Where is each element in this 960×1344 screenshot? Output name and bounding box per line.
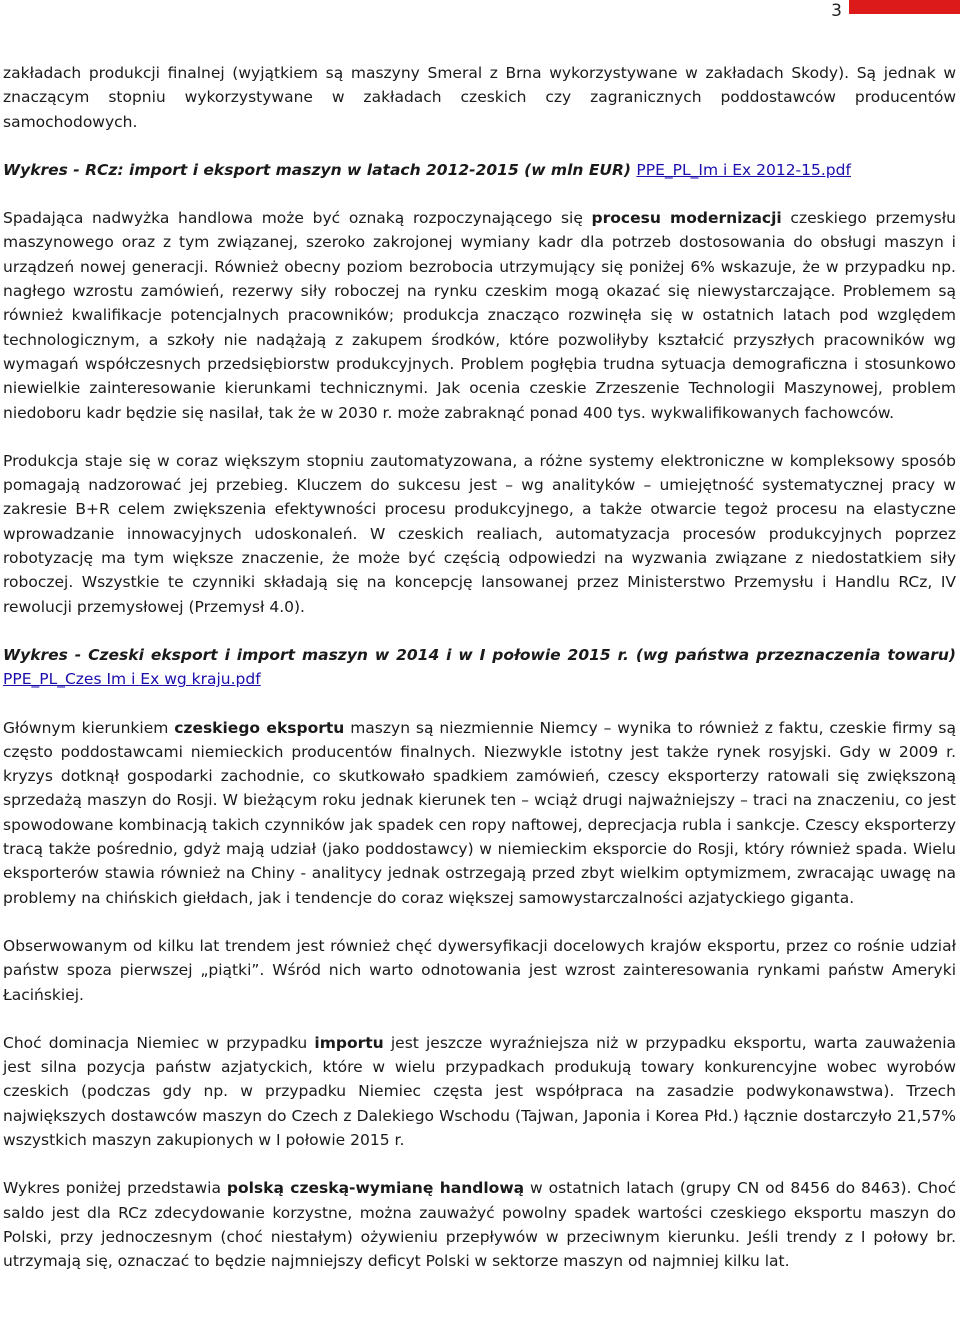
emphasis-poland-trade: polską czeską-wymianę handlową: [226, 1179, 525, 1198]
pdf-link-by-country[interactable]: PPE_PL_Czes Im i Ex wg kraju.pdf: [3, 670, 261, 689]
chart-caption-import-export: [3, 158, 956, 182]
paragraph-automation: [3, 449, 956, 619]
chart-title-by-country: Wykres - Czeski eksport i import maszyn w 2014 i w I połowie 2015 r. (wg państwa przeznaczenia towaru): [3, 645, 956, 664]
paragraph-modernization-text-1: Spadająca nadwyżka handlowa może być oznaką rozpoczynającego się: [3, 209, 592, 228]
paragraph-modernization: [3, 206, 956, 425]
paragraph-import-text-1: Choć dominacja Niemiec w przypadku: [3, 1033, 315, 1052]
paragraph-poland-trade: [3, 1176, 956, 1273]
paragraph-export-text-1: Głównym kierunkiem: [3, 718, 175, 737]
paragraph-modernization-text-2: czeskiego przemysłu maszynowego oraz z tym związanej, szeroko zakrojonej wymiany kadr dla potrzeb dostosowania do obsługi maszyn i urządzeń nowej generacji. Również obecny poziom bezrobocia utrzymujący się poniżej 6% wskazuje, że w przypadku np. nagłego wzrostu zamówień, rezerwy siły roboczej na rynku czeskim mogą okazać się niewystarczające. Problemem są również kwalifikacje potencjalnych pracowników; produkcja znacząco rozwinęła się w ostatnich latach pod względem technologicznym, a szkoły nie nadążają z zakupem środków, które pozwoliłyby kształcić przyszłych pracowników wg wymagań współczesnych przedsiębiorstw produkcyjnych. Problem pogłębia trudna sytuacja demograficzna i stosunkowo niewielkie zainteresowanie kierunkami technicznymi. Jak ocenia czeskie Zrzeszenie Technologii Maszynowej, problem niedoboru kadr będzie się nasilał, tak że w 2030 r. może zabraknąć ponad 400 tys. wykwalifikowanych fachowców.: [3, 209, 956, 422]
chart-title-import-export: Wykres - RCz: import i eksport maszyn w latach 2012-2015 (w mln EUR): [3, 160, 637, 179]
paragraph-intro: [3, 61, 956, 134]
paragraph-diversification-text: Obserwowanym od kilku lat trendem jest również chęć dywersyfikacji docelowych krajów eksportu, przez co rośnie udział państw spoza pierwszej „piątki”. Wśród nich warto odnotowania jest wzrost zainteresowania rynkami państw Ameryki Łacińskiej.: [3, 936, 956, 1004]
paragraph-poland-trade-text-2: w ostatnich latach (grupy CN od 8456 do 8463). Choć saldo jest dla RCz zdecydowanie korzystne, można zauważyć powolny spadek wartości czeskiego eksportu maszyn do Polski, przy jednoczesnym (choć niestałym) ożywieniu przepływów w przeciwnym kierunku. Jeśli trendy z I połowy br. utrzymają się, oznaczać to będzie najmniejszy deficyt Polski w sektorze maszyn od najmniej kilku lat.: [3, 1179, 956, 1271]
paragraph-export: [3, 716, 956, 910]
document-body: [3, 61, 956, 1297]
paragraph-diversification: [3, 934, 956, 1007]
pdf-link-import-export[interactable]: PPE_PL_Im i Ex 2012-15.pdf: [636, 160, 851, 179]
chart-caption-by-country: [3, 643, 956, 692]
header-accent-bar: [849, 0, 960, 14]
paragraph-import-text-2: jest jeszcze wyraźniejsza niż w przypadku eksportu, warta zauważenia jest silna pozycja państw azjatyckich, które w wielu przypadkach produkują towary konkurencyjne wobec wyrobów czeskich (podczas gdy np. w przypadku Niemiec częsta jest współpraca na zasadzie podwykonawstwa). Trzech największych dostawców maszyn do Czech z Dalekiego Wschodu (Tajwan, Japonia i Korea Płd.) łącznie dostarczyło 21,57% wszystkich maszyn zakupionych w I połowie 2015 r.: [3, 1033, 956, 1149]
paragraph-poland-trade-text-1: Wykres poniżej przedstawia: [3, 1179, 227, 1198]
paragraph-intro-text: zakładach produkcji finalnej (wyjątkiem są maszyny Smeral z Brna wykorzystywane w zakładach Skody). Są jednak w znaczącym stopniu wykorzystywane w zakładach czeskich czy zagranicznych poddostawców producentów samochodowych.: [3, 64, 956, 131]
emphasis-modernization: procesu modernizacji: [591, 209, 782, 228]
paragraph-export-text-2: maszyn są niezmiennie Niemcy – wynika to również z faktu, czeskie firmy są często poddostawcami niemieckich producentów finalnych. Niezwykle istotny jest także rynek rosyjski. Gdy w 2009 r. kryzys dotknął gospodarki zachodnie, co skutkowało spadkiem zamówień, czescy eksporterzy ratowali się zwiększoną sprzedażą maszyn do Rosji. W bieżącym roku jednak kierunek ten – wciąż drugi najważniejszy – traci na znaczeniu, co jest spowodowane kombinacją takich czynników jak spadek cen ropy naftowej, deprecjacja rubla i sankcje. Czescy eksporterzy tracą także pośrednio, gdyż mają udział (jako poddostawcy) w niemieckim eksporcie do Rosji, który również spada. Wielu eksporterów stawia również na Chiny - analitycy jednak ostrzegają przed zbyt wielkim optymizmem, zwracając uwagę na problemy na chińskich giełdach, jak i tendencje do coraz większej samowystarczalności azjatyckiego giganta.: [3, 718, 956, 907]
paragraph-import: [3, 1031, 956, 1152]
emphasis-import: importu: [314, 1033, 384, 1052]
page-number: 3: [831, 1, 842, 21]
emphasis-czech-export: czeskiego eksportu: [174, 718, 345, 737]
paragraph-automation-text: Produkcja staje się w coraz większym stopniu zautomatyzowana, a różne systemy elektroniczne w kompleksowy sposób pomagają nadzorować jej przebieg. Kluczem do sukcesu jest – wg analityków – umiejętność systematycznej pracy w zakresie B+R celem zwiększenia efektywności procesu produkcyjnego, a także otwarcie tegoż procesu na elastyczne wprowadzanie innowacyjnych udoskonaleń. W czeskich realiach, automatyzacja procesów produkcyjnych poprzez robotyzację ma tym większe znaczenie, że może być częścią odpowiedzi na wyzwania związane z niedostatkiem siły roboczej. Wszystkie te czynniki składają się na koncepcję lansowanej przez Ministerstwo Przemysłu i Handlu RCz, IV rewolucji przemysłowej (Przemysł 4.0).: [3, 451, 956, 616]
